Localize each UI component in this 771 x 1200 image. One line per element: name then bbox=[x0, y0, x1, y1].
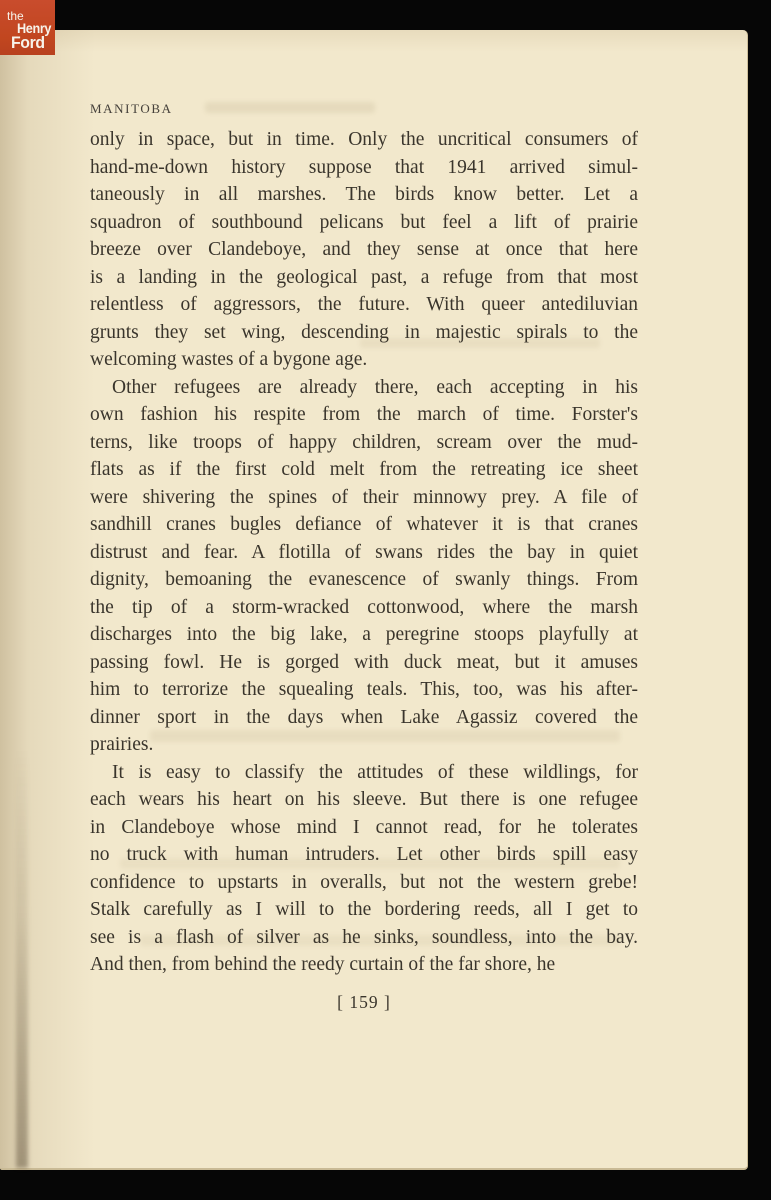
book-page bbox=[0, 30, 748, 1170]
text-line: grunts they set wing, descending in majestic spirals to the bbox=[90, 321, 638, 343]
text-line: dinner sport in the days when Lake Agassiz covered the bbox=[90, 706, 638, 728]
page-number: [ 159 ] bbox=[337, 991, 391, 1012]
text-line: And then, from behind the reedy curtain of the far shore, he bbox=[90, 954, 556, 975]
text-line: relentless of aggressors, the future. With queer antediluvian bbox=[90, 294, 638, 315]
running-head: MANITOBA bbox=[90, 101, 173, 116]
logo-word-the: the bbox=[7, 9, 24, 23]
text-line: confidence to upstarts in overalls, but not the western grebe! bbox=[90, 871, 638, 893]
body-text bbox=[90, 126, 638, 1016]
spine-crease bbox=[16, 748, 28, 1168]
text-line: terns, like troops of happy children, scream over the mud- bbox=[90, 431, 638, 453]
text-line: squadron of southbound pelicans but feel a lift of prairie bbox=[90, 211, 638, 233]
text-line: distrust and fear. A flotilla of swans rides the bay in quiet bbox=[90, 541, 638, 563]
text-line: see is a flash of silver as he sinks, soundless, into the bay. bbox=[90, 926, 638, 948]
text-line: discharges into the big lake, a peregrine stoops playfully at bbox=[90, 624, 638, 645]
text-line: own fashion his respite from the march of time. Forster's bbox=[90, 404, 638, 425]
text-line: hand-me-down history suppose that 1941 arrived simul- bbox=[90, 156, 638, 178]
text-line: no truck with human intruders. Let other birds spill easy bbox=[90, 844, 638, 865]
text-line: each wears his heart on his sleeve. But there is one refugee bbox=[90, 789, 638, 810]
show-through-smudge bbox=[205, 102, 375, 113]
text-line: were shivering the spines of their minnowy prey. A file of bbox=[90, 486, 638, 508]
text-line: dignity, bemoaning the evanescence of swanly things. From bbox=[90, 569, 638, 590]
text-line: the tip of a storm-wracked cottonwood, where the marsh bbox=[90, 596, 638, 618]
text-line: is a landing in the geological past, a refuge from that most bbox=[90, 266, 638, 288]
text-line: flats as if the first cold melt from the retreating ice sheet bbox=[90, 459, 638, 480]
text-line: Other refugees are already there, each accepting in his bbox=[112, 376, 638, 398]
text-line: It is easy to classify the attitudes of these wildlings, for bbox=[112, 761, 638, 783]
text-line: breeze over Clandeboye, and they sense at once that here bbox=[90, 239, 638, 260]
henry-ford-logo bbox=[0, 0, 55, 55]
text-line: sandhill cranes bugles defiance of whatever it is that cranes bbox=[90, 514, 638, 535]
text-line: passing fowl. He is gorged with duck meat, but it amuses bbox=[90, 651, 638, 673]
logo-word-henry: Henry bbox=[17, 21, 52, 36]
text-line: in Clandeboye whose mind I cannot read, for he tolerates bbox=[90, 816, 638, 838]
text-line: him to terrorize the squealing teals. This, too, was his after- bbox=[90, 679, 638, 700]
text-line: prairies. bbox=[90, 734, 154, 755]
text-line: welcoming wastes of a bygone age. bbox=[90, 349, 368, 370]
text-line: Stalk carefully as I will to the bordering reeds, all I get to bbox=[90, 899, 638, 920]
text-line: only in space, but in time. Only the uncritical consumers of bbox=[90, 129, 638, 150]
logo-word-ford: Ford bbox=[11, 34, 45, 52]
text-line: taneously in all marshes. The birds know better. Let a bbox=[90, 184, 638, 205]
